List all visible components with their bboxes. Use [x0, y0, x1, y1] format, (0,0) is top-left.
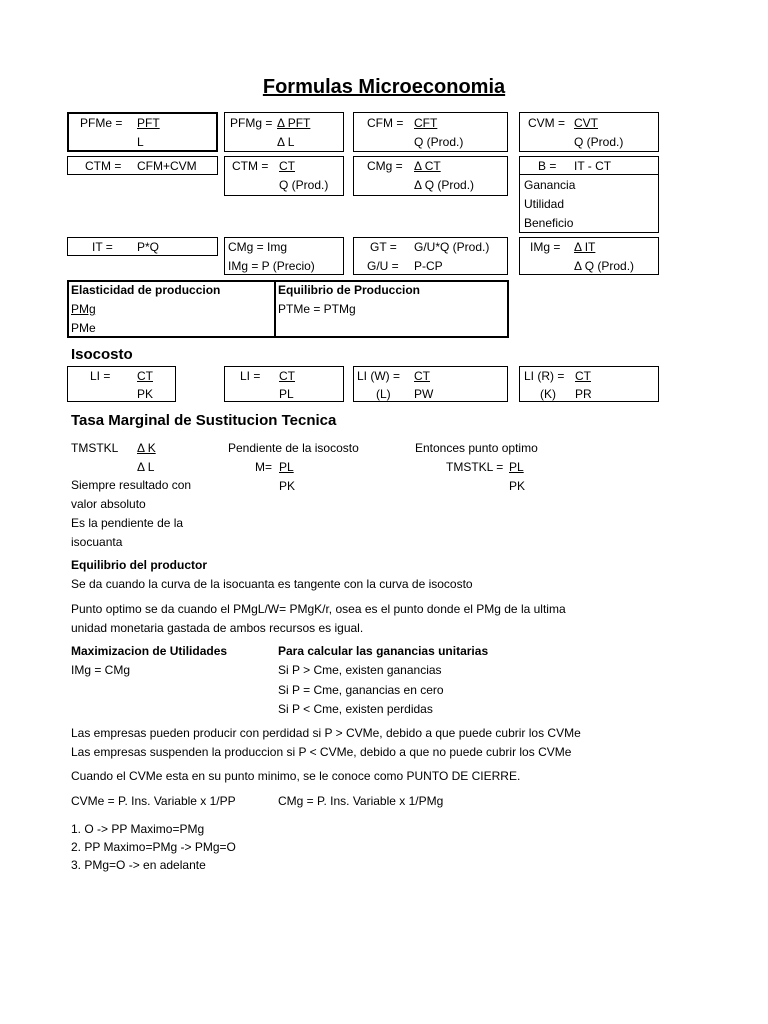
img-numerator: Δ IT: [574, 240, 596, 254]
maximizacion-title: Maximizacion de Utilidades: [71, 644, 228, 658]
tmst-numerator: Δ K: [137, 441, 156, 455]
eq-productor-title: Equilibrio del productor: [71, 558, 207, 572]
isocosto-heading: Isocosto: [71, 346, 133, 363]
img-label: IMg =: [530, 240, 561, 254]
empresas-line-2: Las empresas suspenden la produccion si P < CVMe, debido a que no puede cubrir los CVMe: [71, 745, 572, 759]
cvme-formula: CVMe = P. Ins. Variable x 1/PP: [71, 794, 236, 808]
b-value: IT - CT: [574, 159, 612, 173]
pfmg-denominator: Δ L: [277, 135, 295, 149]
liw-sub: (L): [376, 387, 391, 401]
cmg-denominator: Δ Q (Prod.): [414, 178, 475, 192]
optimo-denominator: PK: [509, 479, 526, 493]
gu-value: P-CP: [414, 259, 443, 273]
it-value: P*Q: [137, 240, 160, 254]
ctm1-label: CTM =: [85, 159, 122, 173]
li2-denominator: PL: [279, 387, 294, 401]
lir-numerator: CT: [575, 369, 591, 383]
optimo-label: TMSTKL =: [446, 460, 504, 474]
lir-sub: (K): [540, 387, 556, 401]
cvm-label: CVM =: [528, 116, 566, 130]
lir-denominator: PR: [575, 387, 592, 401]
ctm2-label: CTM =: [232, 159, 269, 173]
liw-numerator: CT: [414, 369, 430, 383]
ctm1-value: CFM+CVM: [137, 159, 197, 173]
pfmg-label: PFMg =: [230, 116, 273, 130]
cvm-denominator: Q (Prod.): [574, 135, 624, 149]
tmst-note-2: valor absoluto: [71, 497, 146, 511]
elasticidad-title: Elasticidad de produccion: [71, 283, 221, 297]
optimo-title: Entonces punto optimo: [415, 441, 538, 455]
cmg-numerator: Δ CT: [414, 159, 441, 173]
b-item-beneficio: Beneficio: [524, 216, 574, 230]
li2-label: LI =: [240, 369, 261, 383]
eq-productor-text: Se da cuando la curva de la isocuanta es tangente con la curva de isocosto: [71, 577, 473, 591]
liw-denominator: PW: [414, 387, 434, 401]
li2-numerator: CT: [279, 369, 295, 383]
punto-optimo-line-1: Punto optimo se da cuando el PMgL/W= PMgK/r, osea es el punto donde el PMg de la ultima: [71, 602, 566, 616]
divider: [274, 280, 276, 338]
punto-cierre-text: Cuando el CVMe esta en su punto minimo, se le conoce como PUNTO DE CIERRE.: [71, 769, 521, 783]
elasticidad-denominator: PMe: [71, 321, 96, 335]
empresas-line-1: Las empresas pueden producir con perdidad si P > CVMe, debido a que puede cubrir los CVMe: [71, 726, 581, 740]
pendiente-denominator: PK: [279, 479, 296, 493]
pfmg-numerator: Δ PFT: [277, 116, 311, 130]
tmst-denominator: Δ L: [137, 460, 155, 474]
maximizacion-value: IMg = CMg: [71, 663, 131, 677]
ganancias-line-2: Si P = Cme, ganancias en cero: [278, 683, 444, 697]
tmst-label: TMSTKL: [71, 441, 119, 455]
liw-label: LI (W) =: [357, 369, 401, 383]
li1-numerator: CT: [137, 369, 153, 383]
ctm2-denominator: Q (Prod.): [279, 178, 329, 192]
elasticidad-numerator: PMg: [71, 302, 96, 316]
gt-label: GT =: [370, 240, 397, 254]
lir-label: LI (R) =: [524, 369, 565, 383]
tmst-heading: Tasa Marginal de Sustitucion Tecnica: [71, 412, 337, 429]
cfm-label: CFM =: [367, 116, 404, 130]
li1-label: LI =: [90, 369, 111, 383]
img-denominator: Δ Q (Prod.): [574, 259, 635, 273]
optimo-numerator: PL: [509, 460, 524, 474]
ganancias-line-1: Si P > Cme, existen ganancias: [278, 663, 442, 677]
gt-value: G/U*Q (Prod.): [414, 240, 490, 254]
b-item-utilidad: Utilidad: [524, 197, 565, 211]
gu-label: G/U =: [367, 259, 399, 273]
li-box-1: [67, 366, 176, 402]
tmst-note-3: Es la pendiente de la: [71, 516, 184, 530]
list-item-3: 3. PMg=O -> en adelante: [71, 858, 206, 872]
pendiente-numerator: PL: [279, 460, 294, 474]
cfm-denominator: Q (Prod.): [414, 135, 464, 149]
list-item-1: 1. O -> PP Maximo=PMg: [71, 822, 205, 836]
img-precio-text: IMg = P (Precio): [228, 259, 315, 273]
tmst-note-4: isocuanta: [71, 535, 123, 549]
b-label: B =: [538, 159, 557, 173]
pfme-numerator: PFT: [137, 116, 160, 130]
equilibrio-title: Equilibrio de Produccion: [278, 283, 421, 297]
b-item-ganancia: Ganancia: [524, 178, 576, 192]
page-title: Formulas Microeconomia: [262, 76, 506, 98]
li1-denominator: PK: [137, 387, 154, 401]
cmg-img-text: CMg = Img: [228, 240, 288, 254]
cmg-label: CMg =: [367, 159, 403, 173]
cmg-formula: CMg = P. Ins. Variable x 1/PMg: [278, 794, 444, 808]
ctm2-numerator: CT: [279, 159, 295, 173]
pendiente-title: Pendiente de la isocosto: [228, 441, 359, 455]
cvm-numerator: CVT: [574, 116, 598, 130]
pendiente-label: M=: [255, 460, 273, 474]
pfme-denominator: L: [137, 135, 144, 149]
cfm-numerator: CFT: [414, 116, 438, 130]
it-label: IT =: [92, 240, 113, 254]
punto-optimo-line-2: unidad monetaria gastada de ambos recursos es igual.: [71, 621, 364, 635]
pfme-label: PFMe =: [80, 116, 123, 130]
ganancias-title: Para calcular las ganancias unitarias: [278, 644, 489, 658]
list-item-2: 2. PP Maximo=PMg -> PMg=O: [71, 840, 236, 854]
ganancias-line-3: Si P < Cme, existen perdidas: [278, 702, 433, 716]
tmst-note-1: Siempre resultado con: [71, 478, 192, 492]
equilibrio-value: PTMe = PTMg: [278, 302, 356, 316]
